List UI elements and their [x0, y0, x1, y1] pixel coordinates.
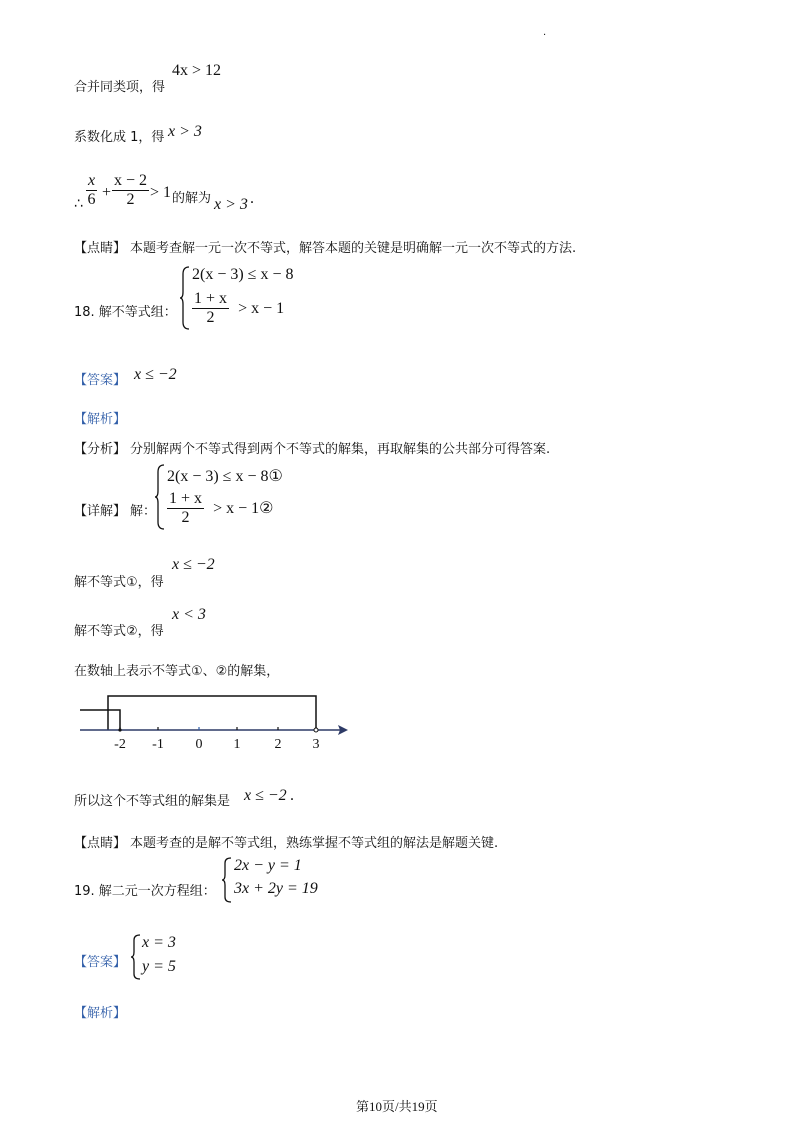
fraction-x-minus-2-over-2 [112, 172, 149, 209]
jiexi-tag-18: 【解析】 [74, 412, 127, 427]
left-brace-icon [130, 934, 142, 980]
answer-19-eq1: x = 3 [142, 934, 176, 951]
solve-1-math: x ≤ −2 [172, 556, 215, 573]
conclusion-period: . [290, 787, 294, 804]
xiangjie-frac-denominator: 2 [181, 509, 190, 526]
dianjing-text-2: 本题考查的是解不等式组，熟练掌握不等式组的解法是解题关键. [130, 836, 499, 851]
frac1-numerator: x [88, 172, 96, 189]
solve-2-math: x < 3 [172, 606, 206, 623]
q18-frac-denominator: 2 [206, 309, 215, 326]
text-coefficient-one: 系数化成 1，得 [74, 130, 165, 145]
therefore-symbol: ∴ [74, 196, 83, 212]
page-footer: 第10页/共19页 [356, 1099, 438, 1114]
frac1-denominator: 6 [87, 191, 96, 208]
answer-tag-18: 【答案】 [74, 373, 127, 388]
q18-inequality-2 [192, 290, 284, 327]
number-line-diagram [74, 686, 364, 756]
q18-inequality-1: 2(x − 3) ≤ x − 8 [192, 266, 294, 283]
xiangjie-frac-numerator: 1 + x [169, 490, 203, 507]
tick-label: 3 [312, 737, 320, 752]
fraction-x-over-6 [86, 172, 97, 209]
solve-1-text: 解不等式①，得 [74, 575, 164, 590]
period: . [250, 190, 254, 207]
dianjing-text-1: 本题考查解一元一次不等式，解答本题的关键是明确解一元一次不等式的方法. [130, 241, 577, 256]
q19-equation-2: 3x + 2y = 19 [234, 880, 318, 897]
left-brace-icon [221, 857, 233, 903]
gt-1: > 1 [150, 184, 172, 201]
question-18-label: 18. 解不等式组： [74, 305, 177, 320]
left-brace-icon [179, 266, 191, 330]
xiangjie-solve-label: 解： [130, 504, 157, 519]
q18-frac-rest: > x − 1 [238, 300, 285, 317]
solve-2-text: 解不等式②，得 [74, 624, 164, 639]
tick-label: 0 [195, 737, 203, 752]
xiangjie-tag: 【详解】 [74, 504, 127, 519]
dianjing-tag-2: 【点睛】 [74, 836, 127, 851]
left-brace-icon [154, 464, 166, 530]
math-4x-gt-12: 4x > 12 [172, 62, 222, 79]
header-dot: · [543, 30, 547, 41]
numberline-intro: 在数轴上表示不等式①、②的解集， [74, 664, 280, 679]
closed-point-icon [118, 728, 121, 731]
q18-frac-numerator: 1 + x [194, 290, 228, 307]
tick-label: 1 [233, 737, 241, 752]
answer-tag-19: 【答案】 [74, 955, 127, 970]
xiangjie-inequality-2 [167, 490, 274, 527]
xiangjie-frac-rest: > x − 1② [213, 500, 274, 517]
answer-18-math: x ≤ −2 [134, 366, 177, 383]
conclusion-math: x ≤ −2 [244, 787, 287, 804]
question-19-label: 19. 解二元一次方程组： [74, 884, 216, 899]
fenxi-tag: 【分析】 [74, 442, 127, 457]
open-point-icon [314, 728, 318, 732]
tick-label: -1 [152, 737, 164, 752]
text-combine-like-terms: 合并同类项，得 [74, 80, 166, 95]
tick-label: 2 [274, 737, 282, 752]
solution-set-2-bracket [108, 696, 316, 730]
solution-set-1-bracket [80, 710, 120, 730]
tick-label: -2 [114, 737, 126, 752]
plus-sign: + [102, 184, 112, 201]
fenxi-text: 分别解两个不等式得到两个不等式的解集，再取解集的公共部分可得答案. [130, 442, 551, 457]
answer-19-eq2: y = 5 [142, 958, 176, 975]
jiexi-tag-19: 【解析】 [74, 1006, 127, 1021]
text-solution-is: 的解为 [172, 191, 212, 206]
dianjing-tag-1: 【点睛】 [74, 241, 127, 256]
conclusion-text: 所以这个不等式组的解集是 [74, 794, 231, 809]
frac2-denominator: 2 [126, 191, 135, 208]
q19-equation-1: 2x − y = 1 [234, 857, 302, 874]
xiangjie-inequality-1: 2(x − 3) ≤ x − 8① [167, 468, 283, 485]
frac2-numerator: x − 2 [114, 172, 148, 189]
math-x-gt-3-b: x > 3 [214, 196, 248, 213]
math-x-gt-3: x > 3 [168, 123, 202, 140]
